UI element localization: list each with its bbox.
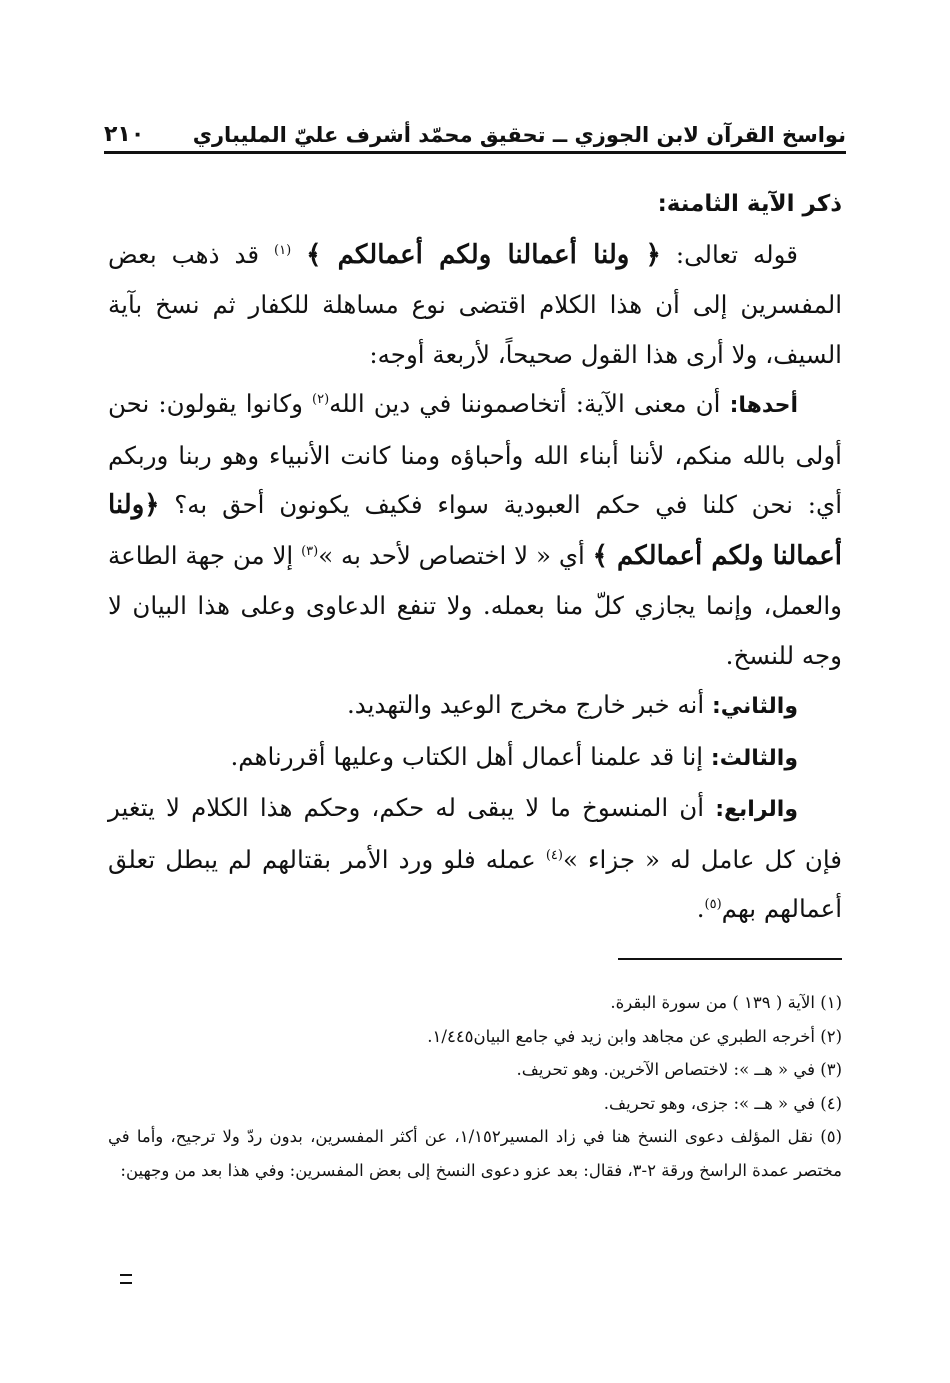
paragraph-intro [108, 230, 842, 380]
quran-verse-repeat: ﴿ولنا أعمالنا ولكم أعمالكم ﴾ [108, 490, 842, 571]
quran-verse: ﴿ ولنا أعمالنا ولكم أعمالكم ﴾ [306, 239, 661, 270]
footnote-ref-1: (١) [274, 242, 292, 258]
second-text: أنه خبر خارج مخرج الوعيد والتهديد. [346, 690, 712, 719]
paragraph-second [108, 680, 842, 732]
second-label: والثاني: [711, 694, 798, 719]
fourth-label: والرابع: [715, 797, 798, 822]
fourth-text-c: . [696, 894, 705, 923]
footnotes [108, 986, 842, 1187]
page-number: ٢١٠ [104, 122, 145, 147]
header-title: نواسخ القرآن لابن الجوزي ــ تحقيق محمّد أشرف عليّ المليباري [192, 123, 846, 147]
fourth-text-b: عمله فلو ورد الأمر بقتالهم لم يبطل تعلق أعمالهم بهم [108, 844, 842, 923]
footnote-2: (٢) أخرجه الطبري عن مجاهد وابن زيد في جامع البيان١/٤٤٥. [427, 1026, 842, 1046]
footnote-3: (٣) في « هــ »: لاختصاص الآخرين. وهو تحريف. [516, 1060, 842, 1079]
main-text [108, 180, 842, 934]
intro-text-b: قد ذهب بعض المفسرين إلى أن هذا الكلام اقتضى نوع مساهلة للكفار ثم نسخ بآية السيف، ولا أرى هذا القول صحيحاً، لأربعة أوجه: [108, 239, 842, 369]
footnote-ref-2: (٢) [312, 391, 330, 407]
intro-text-a: قوله تعالى: [675, 239, 799, 269]
first-label: أحدها: [729, 393, 798, 418]
footnote-ref-3: (٣) [301, 543, 319, 559]
paragraph-first [108, 379, 842, 680]
page-end-mark [120, 1274, 132, 1284]
first-text-b: وكانوا يقولون: نحن أولى بالله منكم، لأننا أبناء الله وأحباؤه ومنا كانت الأنبياء وهو ربنا وربكم أي: نحن كلنا في حكم العبودية سواء فكيف يكونون أحق به؟ [108, 389, 842, 519]
third-text: إنا قد علمنا أعمال أهل الكتاب وعليها أقررناهم. [230, 741, 711, 771]
paragraph-fourth [108, 783, 842, 934]
third-label: والثالث: [710, 745, 798, 771]
section-title: ذكر الآية الثامنة: [657, 191, 842, 217]
footnote-ref-4: (٤) [545, 847, 563, 863]
fourth-text-a: أن المنسوخ ما لا يبقى له حكم، وحكم هذا الكلام لا يتغير فإن كل عامل له « جزاء » [108, 793, 842, 874]
first-text-c: أي « لا اختصاص لأحد به » [318, 540, 593, 570]
footnote-5: (٥) نقل المؤلف دعوى النسخ هنا في زاد المسير١/١٥٢، عن أكثر المفسرين، بدون ردّ ولا ترجيح، وأما في مختصر عمدة الراسخ ورقة ٢-٣، فقال: بعد عزو دعوى النسخ إلى بعض المفسرين: وفي هذا بعد من وجهين: [108, 1127, 842, 1180]
paragraph-third [108, 732, 842, 784]
first-text-d: إلا من جهة الطاعة والعمل، وإنما يجازي كلّ منا بعمله. ولا تنفع الدعاوى وعلى هذا البيان لا وجه للنسخ. [108, 540, 842, 670]
footnote-separator [618, 958, 842, 960]
footnote-ref-5: (٥) [704, 896, 722, 912]
first-text-a: أن معنى الآية: أتخاصموننا في دين الله [329, 389, 730, 418]
footnote-1: (١) الآية ( ١٣٩ ) من سورة البقرة. [610, 993, 842, 1012]
running-header [104, 114, 846, 154]
footnote-4: (٤) في « هــ »: جزى، وهو تحريف. [603, 1093, 842, 1113]
